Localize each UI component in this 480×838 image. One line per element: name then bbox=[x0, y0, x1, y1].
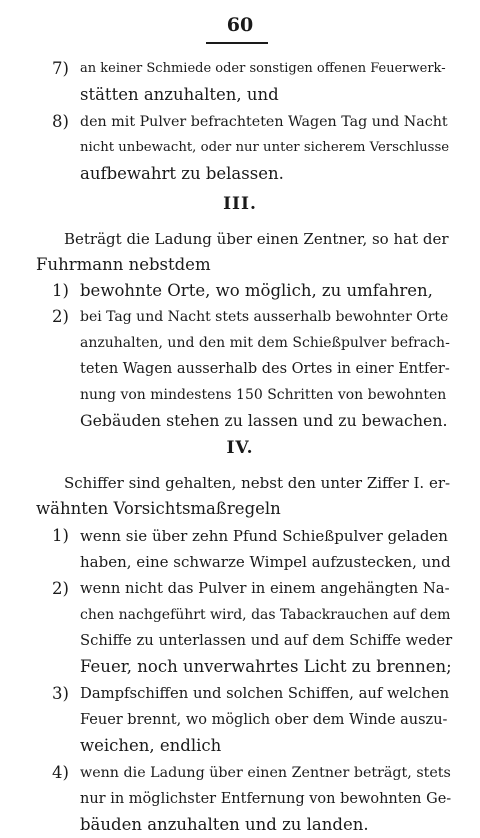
text-line: bäuden anzuhalten und zu landen. bbox=[80, 815, 369, 834]
text-line: bewohnte Orte, wo möglich, zu umfahren, bbox=[80, 281, 433, 300]
header-rule bbox=[206, 42, 268, 44]
text-line: nung von mindestens 150 Schritten von bewohnten bbox=[80, 387, 447, 403]
text-line: an keiner Schmiede oder sonstigen offenen Feuerwerk- bbox=[80, 61, 446, 76]
text-line: wenn sie über zehn Pfund Schießpulver geladen bbox=[80, 527, 448, 545]
text-line: den mit Pulver befrachteten Wagen Tag und Nacht bbox=[80, 114, 448, 130]
text-line: wenn die Ladung über einen Zentner beträgt, stets bbox=[80, 765, 451, 781]
text-line: wenn nicht das Pulver in einem angehängten Na- bbox=[80, 580, 450, 597]
item-number: 4) bbox=[52, 763, 69, 782]
text-line: Beträgt die Ladung über einen Zentner, so hat der bbox=[64, 230, 449, 248]
text-line: Dampfschiffen und solchen Schiffen, auf welchen bbox=[80, 685, 450, 702]
text-line: Feuer brennt, wo möglich ober dem Winde auszu- bbox=[80, 712, 448, 728]
text-line: stätten anzuhalten, und bbox=[80, 85, 279, 104]
text-line: teten Wagen ausserhalb des Ortes in einer Entfer- bbox=[80, 361, 450, 377]
text-line: wähnten Vorsichtsmaßregeln bbox=[36, 499, 281, 518]
text-line: Feuer, noch unverwahrtes Licht zu brennen; bbox=[80, 657, 452, 676]
text-line: nicht unbewacht, oder nur unter sicherem Verschlusse bbox=[80, 140, 450, 155]
page-number: 60 bbox=[226, 14, 254, 36]
item-number: 1) bbox=[52, 526, 69, 545]
text-line: Fuhrmann nebstdem bbox=[36, 255, 211, 274]
item-number: 3) bbox=[52, 684, 69, 703]
item-number: 2) bbox=[52, 579, 69, 598]
text-line: Schiffer sind gehalten, nebst den unter Ziffer I. er- bbox=[64, 474, 451, 492]
text-line: Gebäuden stehen zu lassen und zu bewachen. bbox=[80, 411, 448, 430]
text-line: nur in möglichster Entfernung von bewohnten Ge- bbox=[80, 791, 452, 807]
section-heading-iv: IV. bbox=[226, 438, 254, 458]
text-line: weichen, endlich bbox=[80, 736, 222, 755]
section-heading-iii: III. bbox=[223, 194, 257, 214]
text-line: bei Tag und Nacht stets ausserhalb bewohnter Orte bbox=[80, 309, 449, 325]
text-line: haben, eine schwarze Wimpel aufzustecken, und bbox=[80, 553, 451, 571]
text-line: chen nachgeführt wird, das Tabackrauchen auf dem bbox=[80, 607, 451, 623]
text-line: Schiffe zu unterlassen und auf dem Schiffe weder bbox=[80, 632, 453, 649]
text-line: aufbewahrt zu belassen. bbox=[80, 164, 284, 183]
item-number: 7) bbox=[52, 59, 69, 78]
item-number: 2) bbox=[52, 307, 69, 326]
text-line: anzuhalten, und den mit dem Schießpulver befrach- bbox=[80, 335, 450, 351]
item-number: 1) bbox=[52, 281, 69, 300]
item-number: 8) bbox=[52, 112, 69, 131]
